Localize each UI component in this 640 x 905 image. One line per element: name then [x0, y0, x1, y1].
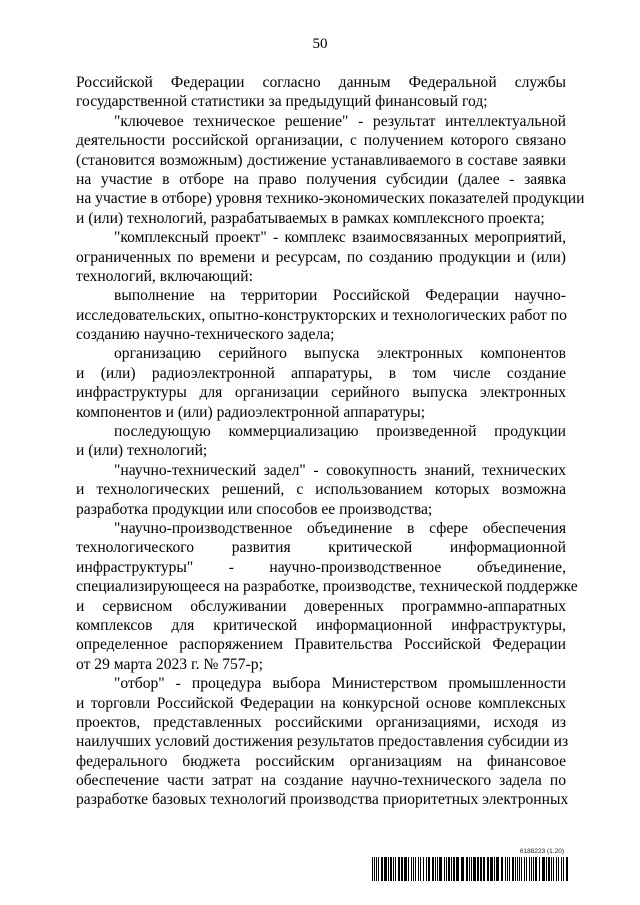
barcode-bar — [435, 857, 436, 881]
text-line: "научно-технический задел" - совокупность знаний, технических — [114, 461, 566, 479]
barcode-bar — [401, 857, 403, 881]
text-line: деятельности российской организации, с получением которого связано — [76, 132, 566, 150]
barcode-bar — [408, 857, 409, 881]
barcode-bar — [507, 857, 508, 881]
text-line: и (или) технологий; — [76, 442, 208, 460]
text-line: технологического развития критической информационной — [76, 539, 566, 557]
text-line: инфраструктуры" - научно-производственное объединение, — [76, 558, 566, 576]
barcode-bar — [466, 857, 468, 881]
barcode-bar — [428, 857, 430, 881]
text-line: последующую коммерциализацию произведенной продукции — [114, 423, 566, 441]
text-line: и (или) технологий, разрабатываемых в рамках комплексного проекта; — [76, 209, 545, 227]
barcode-bar — [551, 857, 552, 881]
barcode-bar — [393, 857, 394, 881]
barcode-bar — [471, 857, 472, 881]
barcode-bar — [546, 857, 547, 881]
barcode-bar — [496, 857, 499, 881]
barcode-bar — [415, 857, 416, 881]
barcode-bar — [423, 857, 424, 881]
document-body — [76, 73, 585, 810]
barcode-bar — [469, 857, 470, 881]
barcode-bar — [535, 857, 537, 881]
barcode-bar — [548, 857, 550, 881]
text-line: выполнение на территории Российской Федерации научно- — [114, 287, 566, 305]
barcode-bar — [561, 857, 562, 881]
barcode-bar — [512, 857, 514, 881]
barcode-bar — [395, 857, 396, 881]
barcode-bar — [521, 857, 522, 881]
page-number: 50 — [312, 36, 328, 52]
barcode-bar — [542, 857, 545, 881]
barcode-bar — [384, 857, 387, 881]
barcode-bar — [390, 857, 392, 881]
barcode-bar — [487, 857, 489, 881]
barcode-bar — [426, 857, 427, 881]
barcode-bar — [494, 857, 495, 881]
barcode-bar — [558, 857, 559, 881]
text-line: "комплексный проект" - комплекс взаимосвязанных мероприятий, — [114, 229, 566, 247]
barcode-icon — [372, 857, 568, 881]
text-line: и торговли Российской Федерации на конкурсной основе комплексных — [76, 694, 566, 712]
barcode-bar — [531, 857, 532, 881]
text-line: технологий, включающий: — [76, 267, 253, 285]
barcode-bar — [526, 857, 527, 881]
barcode-bar — [388, 857, 389, 881]
document-barcode — [372, 848, 568, 882]
text-line: федерального бюджета российским организациям на финансовое — [76, 752, 566, 770]
text-line: наилучших условий достижения результатов предоставления субсидии из — [76, 733, 569, 751]
barcode-bar — [372, 857, 373, 881]
barcode-bar — [398, 857, 400, 881]
barcode-bar — [420, 857, 421, 881]
barcode-bar — [563, 857, 564, 881]
text-line: государственной статистики за предыдущий финансовый год; — [76, 93, 488, 111]
text-line: (становится возможным) достижение устанавливаемого в составе заявки — [76, 151, 566, 169]
barcode-bar — [509, 857, 510, 881]
text-line: обеспечение части затрат на создание научно-технического задела по — [76, 772, 566, 790]
barcode-bar — [524, 857, 525, 881]
barcode-bar — [505, 857, 506, 881]
barcode-code: 6188223 (1.20) — [519, 848, 564, 855]
text-line: Российской Федерации согласно данным Федеральной службы — [76, 74, 566, 91]
text-line: специализирующееся на разработке, производстве, технической поддержке — [76, 578, 578, 596]
barcode-bar — [461, 857, 464, 881]
barcode-bar — [432, 857, 434, 881]
text-line: и технологических решений, с использованием которых возможна — [76, 481, 566, 499]
text-line: "научно-производственное объединение в сфере обеспечения — [114, 519, 566, 537]
barcode-bar — [490, 857, 493, 881]
text-line: инфраструктуры для организации серийного выпуска электронных — [76, 384, 566, 402]
barcode-bar — [556, 857, 557, 881]
text-line: комплексов для критической информационной инфраструктуры, — [76, 616, 566, 634]
barcode-bar — [404, 857, 407, 881]
barcode-bar — [480, 857, 482, 881]
barcode-bar — [451, 857, 452, 881]
text-line: и сервисном обслуживании доверенных программно-аппаратных — [76, 597, 566, 615]
barcode-bar — [453, 857, 455, 881]
barcode-bar — [519, 857, 520, 881]
barcode-bar — [446, 857, 447, 881]
barcode-bar — [418, 857, 419, 881]
text-line: "ключевое техническое решение" - результат интеллектуальной — [114, 112, 566, 130]
barcode-bar — [477, 857, 479, 881]
text-line: и (или) радиоэлектронной аппаратуры, в том числе создание — [76, 364, 566, 382]
barcode-bar — [529, 857, 530, 881]
barcode-bar — [553, 857, 554, 881]
text-line: разработке базовых технологий производства приоритетных электронных — [76, 791, 569, 809]
text-line: на участие в отборе на право получения субсидии (далее - заявка — [76, 170, 566, 188]
text-line: на участие в отборе) уровня технико-экономических показателей продукции — [76, 190, 585, 208]
barcode-bar — [566, 857, 568, 881]
text-line: ограниченных по времени и ресурсам, по созданию продукции и (или) — [76, 248, 566, 266]
barcode-bar — [517, 857, 518, 881]
text-line: "отбор" - процедура выбора Министерством промышленности — [114, 675, 566, 693]
barcode-bar — [378, 857, 379, 881]
barcode-bar — [533, 857, 534, 881]
text-line: проектов, представленных российскими организациями, исходя из — [76, 713, 566, 731]
barcode-bar — [413, 857, 414, 881]
text-line: от 29 марта 2023 г. № 757-р; — [76, 655, 263, 673]
barcode-bar — [456, 857, 459, 881]
barcode-bar — [515, 857, 516, 881]
text-line: разработка продукции или способов ее производства; — [76, 500, 433, 518]
barcode-bar — [439, 857, 442, 881]
text-line: исследовательских, опытно-конструкторских и технологических работ по — [76, 306, 567, 324]
text-line: организацию серийного выпуска электронных компонентов — [114, 345, 566, 363]
text-line: компонентов и (или) радиоэлектронной аппаратуры; — [76, 403, 426, 421]
barcode-bar — [483, 857, 485, 881]
barcode-bar — [374, 857, 375, 881]
barcode-bar — [381, 857, 383, 881]
barcode-bar — [444, 857, 445, 881]
barcode-bar — [473, 857, 476, 881]
barcode-bar — [501, 857, 503, 881]
barcode-bar — [448, 857, 450, 881]
barcode-bar — [411, 857, 412, 881]
barcode-bar — [437, 857, 438, 881]
barcode-bar — [539, 857, 540, 881]
text-line: созданию научно-технического задела; — [76, 326, 335, 344]
barcode-bar — [376, 857, 377, 881]
text-line: определенное распоряжением Правительства Российской Федерации — [76, 636, 566, 654]
